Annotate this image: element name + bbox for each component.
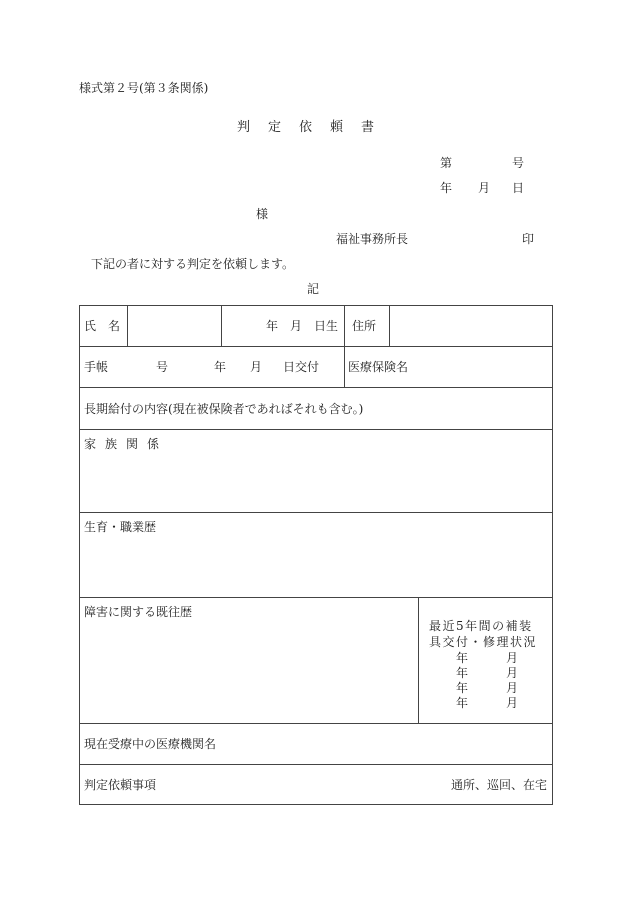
- family-relations-label: 家族関係: [84, 437, 169, 451]
- birth-month-label: 月: [290, 319, 303, 333]
- document-title: 判定依頼書: [237, 120, 393, 135]
- device-row-year: 年: [456, 651, 469, 665]
- date-year: 年: [440, 181, 453, 195]
- device-row-month: 月: [506, 696, 519, 710]
- disability-history-label: 障害に関する既往歴: [84, 605, 193, 619]
- date-day: 日: [512, 181, 525, 195]
- address-label: 住所: [352, 319, 377, 333]
- device-history-row: [429, 650, 549, 665]
- upbringing-career-label: 生育・職業歴: [84, 520, 157, 534]
- insurance-label: 医療保険名: [348, 360, 409, 374]
- device-row-year: 年: [456, 681, 469, 695]
- device-row-month: 月: [506, 651, 519, 665]
- seal-mark: 印: [522, 232, 535, 246]
- date-month: 月: [478, 181, 491, 195]
- longterm-benefit-label: 長期給付の内容(現在被保険者であればそれも含む。): [84, 402, 364, 416]
- sender-office: 福祉事務所長: [336, 232, 409, 246]
- birth-year-label: 年: [266, 319, 279, 333]
- handbook-label: 手帳: [84, 360, 109, 374]
- request-items-label: 判定依頼事項: [84, 778, 157, 792]
- device-row-month: 月: [506, 681, 519, 695]
- ki-heading: 記: [307, 282, 320, 296]
- device-history-row: [429, 680, 549, 695]
- current-institution-label: 現在受療中の医療機関名: [84, 737, 217, 751]
- reference-number-prefix: 第: [440, 156, 453, 170]
- addressee-honorific: 様: [256, 207, 269, 221]
- device-history-label-line1: 最近5年間の補装: [429, 619, 533, 633]
- request-form-table: [79, 305, 553, 805]
- device-row-month: 月: [506, 666, 519, 680]
- device-history-row: [429, 665, 549, 680]
- device-history-row: [429, 695, 549, 710]
- device-row-year: 年: [456, 666, 469, 680]
- device-history-block: [429, 618, 549, 710]
- device-history-label-line2: 具交付・修理状況: [429, 635, 538, 649]
- issue-year-label: 年: [214, 360, 227, 374]
- birth-day-label: 日生: [314, 319, 339, 333]
- reference-number-suffix: 号: [512, 156, 525, 170]
- request-options: 通所、巡回、在宅: [450, 778, 547, 792]
- form-number: 様式第２号(第３条関係): [79, 81, 209, 95]
- issue-day-label: 日交付: [283, 360, 320, 374]
- handbook-number-suffix: 号: [156, 360, 169, 374]
- issue-month-label: 月: [250, 360, 263, 374]
- name-label: 氏 名: [84, 319, 121, 333]
- device-row-year: 年: [456, 696, 469, 710]
- intro-text: 下記の者に対する判定を依頼します。: [91, 257, 295, 271]
